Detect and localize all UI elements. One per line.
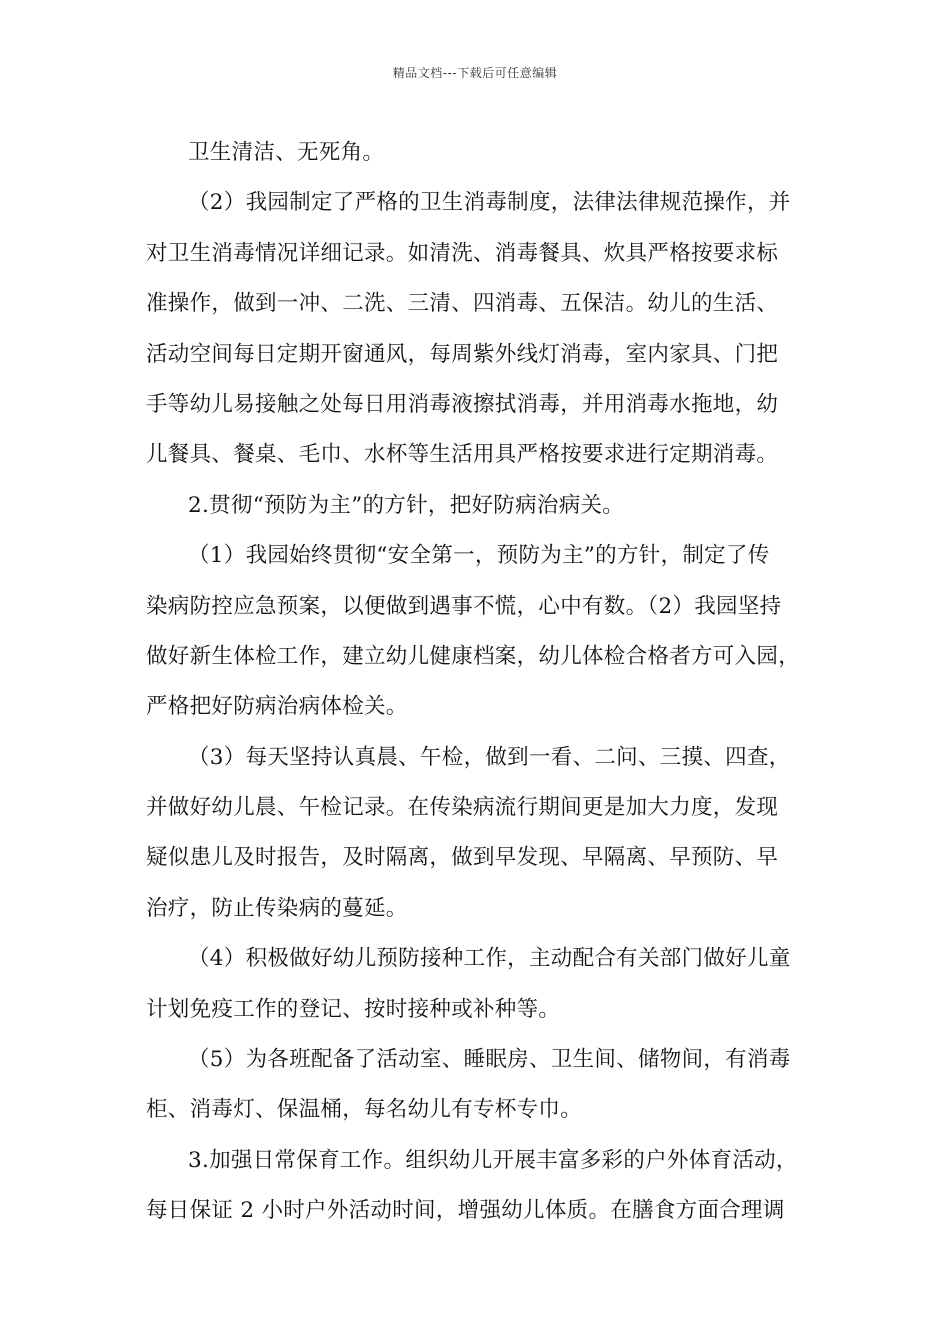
text-line: （2）我园制定了严格的卫生消毒制度，法律法律规范操作，并: [188, 190, 791, 216]
text-line: 准操作，做到一冲、二洗、三清、四消毒、五保洁。幼儿的生活、: [146, 291, 779, 317]
text-line: 每日保证 2 小时户外活动时间，增强幼儿体质。在膳食方面合理调: [146, 1198, 785, 1224]
page-header: 精品文档---下载后可任意编辑: [392, 66, 558, 80]
text-line: 2.贯彻“预防为主”的方针，把好防病治病关。: [188, 492, 625, 518]
text-line: 对卫生消毒情况详细记录。如清洗、消毒餐具、炊具严格按要求标: [146, 240, 779, 266]
text-line: 计划免疫工作的登记、按时接种或补种等。: [146, 996, 561, 1022]
text-line: （1）我园始终贯彻“安全第一，预防为主”的方针，制定了传: [188, 543, 770, 569]
text-line: 柜、消毒灯、保温桶，每名幼儿有专杯专巾。: [146, 1097, 583, 1123]
text-line: 治疗，防止传染病的蔓延。: [146, 895, 408, 921]
text-line: 手等幼儿易接触之处每日用消毒液擦拭消毒，并用消毒水拖地，幼: [146, 391, 779, 417]
text-line: 儿餐具、餐桌、毛巾、水杯等生活用具严格按要求进行定期消毒。: [146, 442, 779, 468]
text-line: 严格把好防病治病体检关。: [146, 694, 408, 720]
body-text: [146, 128, 806, 1237]
text-line: （5）为各班配备了活动室、睡眠房、卫生间、储物间，有消毒: [188, 1047, 791, 1073]
text-line: 3.加强日常保育工作。组织幼儿开展丰富多彩的户外体育活动，: [188, 1147, 798, 1173]
text-line: （4）积极做好幼儿预防接种工作，主动配合有关部门做好儿童: [188, 946, 791, 972]
text-line: 疑似患儿及时报告，及时隔离，做到早发现、早隔离、早预防、早: [146, 845, 779, 871]
text-line: 并做好幼儿晨、午检记录。在传染病流行期间更是加大力度，发现: [146, 795, 779, 821]
text-line: 做好新生体检工作，建立幼儿健康档案，幼儿体检合格者方可入园，: [146, 643, 801, 669]
text-line: 卫生清洁、无死角。: [188, 140, 385, 165]
text-line: 活动空间每日定期开窗通风，每周紫外线灯消毒，室内家具、门把: [146, 341, 779, 367]
text-line: （3）每天坚持认真晨、午检，做到一看、二问、三摸、四查，: [188, 744, 791, 770]
text-line: 染病防控应急预案，以便做到遇事不慌，心中有数。（2）我园坚持: [146, 593, 782, 619]
